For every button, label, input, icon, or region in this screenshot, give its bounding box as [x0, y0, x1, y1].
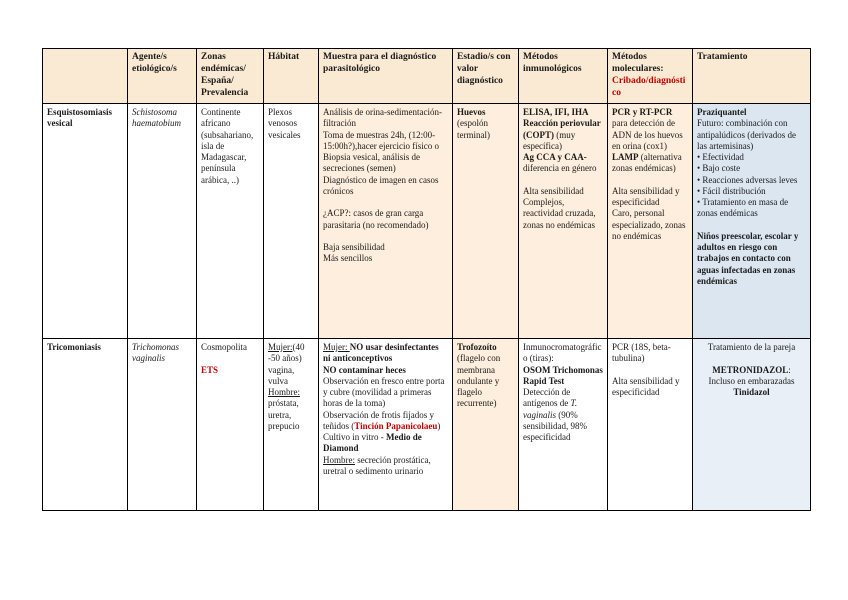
paragraph [612, 365, 688, 376]
text-run: Cribado/diagnóstico [612, 75, 686, 98]
text-run: Incluso en embarazadas [708, 375, 795, 386]
text-run: próstata, uretra, prepucio [268, 398, 300, 431]
cell-r1-c2 [197, 339, 264, 511]
cell-r0-c7 [608, 104, 693, 339]
paragraph [612, 376, 688, 399]
text-run: Caro, personal especializado, zonas no endémicas [612, 208, 686, 241]
text-run: Continente africano (subsahariano, isla de Madagascar, península arábica, ..) [201, 107, 254, 185]
text-run: Baja sensibilidad [323, 242, 385, 252]
paragraph [697, 365, 806, 376]
text-run: Tratamiento [697, 52, 748, 62]
text-run: LAMP [612, 152, 639, 162]
text-run: ) [437, 420, 441, 431]
cell-r0-c1 [128, 104, 197, 339]
paragraph [268, 107, 314, 141]
paragraph [523, 365, 603, 388]
cell-r1-c7 [608, 339, 693, 511]
text-run: • Bajo coste [697, 163, 741, 174]
text-run: Métodos inmunológicos [523, 52, 582, 74]
text-run: Análisis de orina-sedimentación-filtración [323, 107, 442, 129]
paragraph [323, 208, 448, 231]
paragraph [201, 342, 259, 353]
paragraph [523, 152, 603, 175]
cell-r0-c0 [43, 104, 128, 339]
text-run: (flagelo con membrana ondulante y flagelo recurrente) [457, 353, 501, 409]
paragraph [523, 118, 603, 152]
paragraph [697, 342, 806, 353]
text-run: Cosmopolita [201, 342, 248, 352]
paragraph [201, 365, 259, 376]
paragraph [132, 342, 192, 365]
paragraph [201, 353, 259, 364]
cell-r1-c5 [453, 339, 519, 511]
text-run: Hábitat [268, 52, 300, 62]
text-run: Zonas endémicas/ España/ Prevalencia [201, 52, 249, 98]
text-run: Tratamiento de la pareja [707, 342, 796, 352]
text-run: • Fácil distribución [697, 185, 766, 196]
text-run: Métodos moleculares: [612, 52, 664, 74]
text-run: diferencia en género [523, 163, 597, 174]
paragraph [697, 231, 806, 287]
paragraph [268, 52, 314, 64]
header-cell-7 [608, 49, 693, 104]
cell-r0-c3 [264, 104, 319, 339]
text-run: secreción prostática, uretral o sedimento urinario [323, 454, 431, 476]
parasitology-table [42, 48, 811, 511]
cell-r0-c5 [453, 104, 519, 339]
paragraph [268, 387, 314, 432]
paragraph [323, 365, 448, 376]
header-cell-5 [453, 49, 519, 104]
text-run: Schistosoma haematobium [132, 107, 181, 129]
text-run: NO usar desinfectantes ni anticonceptivos [323, 342, 439, 364]
text-run: Mujer: [323, 342, 350, 352]
text-run: para detección de ADN de los huevos en orina (cox1) [612, 118, 683, 151]
paragraph [697, 220, 806, 231]
cell-r1-c1 [128, 339, 197, 511]
cell-r1-c3 [264, 339, 319, 511]
text-run: Esquistosomiasis vesical [47, 107, 113, 129]
text-run: Observación de frotis fijados y teñidos ( [323, 409, 434, 431]
text-run: : [788, 364, 791, 375]
text-run: Trofozoíto [457, 342, 497, 352]
paragraph [697, 376, 806, 387]
text-run: Estadio/s con valor diagnóstico [457, 52, 511, 86]
paragraph [612, 186, 688, 209]
paragraph [132, 52, 192, 76]
text-run: (alternativa zonas endémicas) [612, 152, 682, 174]
text-run: T. vaginalis [523, 398, 578, 420]
header-cell-4 [319, 49, 453, 104]
paragraph [457, 342, 514, 353]
cell-r0-c2 [197, 104, 264, 339]
text-run: ETS [201, 364, 219, 375]
paragraph [523, 342, 603, 365]
paragraph [323, 107, 448, 130]
text-run: Trichomonas vaginalis [132, 342, 180, 364]
text-run: Tinidazol [733, 387, 770, 397]
paragraph [323, 242, 448, 253]
text-run: Tricomoniasis [47, 342, 101, 352]
paragraph [523, 387, 603, 443]
text-run: Inmunocromatográfico (tiras): [523, 342, 602, 364]
paragraph [47, 342, 123, 353]
text-run: Toma de muestras 24h, (12:00-15:00h?),hacer ejercicio físico o Biopsia vesical, análisis de secreciones (semen) [323, 129, 439, 174]
paragraph [457, 118, 514, 141]
text-run: Praziquantel [697, 107, 747, 117]
paragraph [697, 186, 806, 197]
text-run: Medio de Diamond [323, 432, 422, 454]
text-run: (40 -50 años) vagina, vulva [268, 342, 305, 386]
paragraph [612, 152, 688, 175]
text-run: Alta sensibilidad y especificidad [612, 185, 680, 207]
paragraph [612, 208, 688, 242]
text-run: Más sencillos [323, 253, 373, 264]
paragraph [523, 197, 603, 231]
paragraph [697, 175, 806, 186]
paragraph [323, 175, 448, 198]
paragraph [612, 342, 688, 365]
cell-r1-c8 [693, 339, 811, 511]
text-run: (muy específica) [523, 129, 576, 151]
text-run: OSOM Trichomonas Rapid Test [523, 364, 603, 386]
paragraph [697, 387, 806, 398]
text-run: Reacción periovular (COPT) [523, 118, 601, 140]
cell-r1-c0 [43, 339, 128, 511]
paragraph [323, 52, 448, 76]
text-run: Hombre: [323, 454, 355, 465]
paragraph [697, 118, 806, 152]
header-cell-3 [264, 49, 319, 104]
text-run: Agente/s etiológico/s [132, 52, 177, 74]
paragraph [323, 231, 448, 242]
paragraph [697, 163, 806, 174]
paragraph [323, 455, 448, 478]
paragraph [612, 52, 688, 100]
paragraph [612, 107, 688, 152]
paragraph [612, 175, 688, 186]
header-cell-0 [43, 49, 128, 104]
text-run: ELISA, IFI, IHA [523, 107, 589, 117]
text-run: PCR y RT-PCR [612, 107, 673, 117]
paragraph [457, 52, 514, 88]
text-run: ¿ACP?: casos de gran carga parasitaria (no recomendado) [323, 208, 429, 230]
text-run: METRONIDAZOL [712, 364, 789, 375]
table-row-0 [43, 104, 811, 339]
text-run: Cultivo in vitro - [323, 432, 386, 442]
text-run: • Efectividad [697, 152, 744, 162]
header-cell-2 [197, 49, 264, 104]
text-run: (espolón terminal) [457, 118, 490, 140]
header-row [43, 49, 811, 104]
text-run: Observación en fresco entre porta y cubre (movilidad a primeras horas de la toma) [323, 375, 445, 409]
text-run: Alta sensibilidad [523, 185, 584, 196]
text-run: • Tratamiento en masa de zonas endémicas [697, 197, 789, 219]
cell-r1-c6 [519, 339, 608, 511]
text-run: Niños preescolar, escolar y adultos en riesgo con trabajos en contacto con aguas infectadas en zonas endémicas [697, 230, 799, 286]
paragraph [323, 410, 448, 433]
text-run: Diagnóstico de imagen en casos crónicos [323, 174, 439, 196]
cell-r1-c4 [319, 339, 453, 511]
paragraph [323, 376, 448, 410]
text-run: Complejos, reactividad cruzada, zonas no endémicas [523, 197, 596, 230]
paragraph [323, 197, 448, 208]
paragraph [201, 52, 259, 100]
text-run: Mujer: [268, 342, 293, 352]
paragraph [523, 107, 603, 118]
paragraph [697, 152, 806, 163]
paragraph [47, 107, 123, 130]
paragraph [523, 52, 603, 76]
text-run: • Reacciones adversas leves [697, 174, 798, 185]
text-run: NO contaminar heces [323, 364, 406, 375]
paragraph [697, 107, 806, 118]
paragraph [323, 130, 448, 175]
paragraph [457, 353, 514, 409]
paragraph [268, 342, 314, 387]
text-run: Muestra para el diagnóstico parasitológico [323, 52, 437, 74]
text-run: Huevos [457, 107, 486, 117]
paragraph [323, 432, 448, 455]
cell-r0-c8 [693, 104, 811, 339]
paragraph [697, 197, 806, 220]
cell-r0-c6 [519, 104, 608, 339]
text-run: Detección de antígenos de [523, 387, 571, 409]
text-run: Hombre: [268, 387, 300, 397]
text-run: Alta sensibilidad y especificidad [612, 375, 680, 397]
paragraph [697, 353, 806, 364]
paragraph [132, 107, 192, 130]
header-cell-6 [519, 49, 608, 104]
text-run: Ag CCA y CAA- [523, 152, 587, 162]
paragraph [457, 107, 514, 118]
paragraph [201, 107, 259, 186]
cell-r0-c4 [319, 104, 453, 339]
text-run: Plexos venosos vesicales [268, 107, 301, 140]
text-run: PCR (18S, beta-tubulina) [612, 342, 671, 364]
text-run: Futuro: combinación con antipalúdicos (derivados de las artemisinas) [697, 118, 796, 151]
paragraph [323, 342, 448, 365]
header-cell-8 [693, 49, 811, 104]
paragraph [697, 52, 806, 64]
header-cell-1 [128, 49, 197, 104]
text-run: Tinción Papanicolaeu [354, 420, 438, 431]
paragraph [523, 186, 603, 197]
paragraph [323, 253, 448, 264]
text-run: (90% sensibilidad, 98% especificidad [523, 409, 587, 442]
paragraph [523, 175, 603, 186]
table-row-1 [43, 339, 811, 511]
